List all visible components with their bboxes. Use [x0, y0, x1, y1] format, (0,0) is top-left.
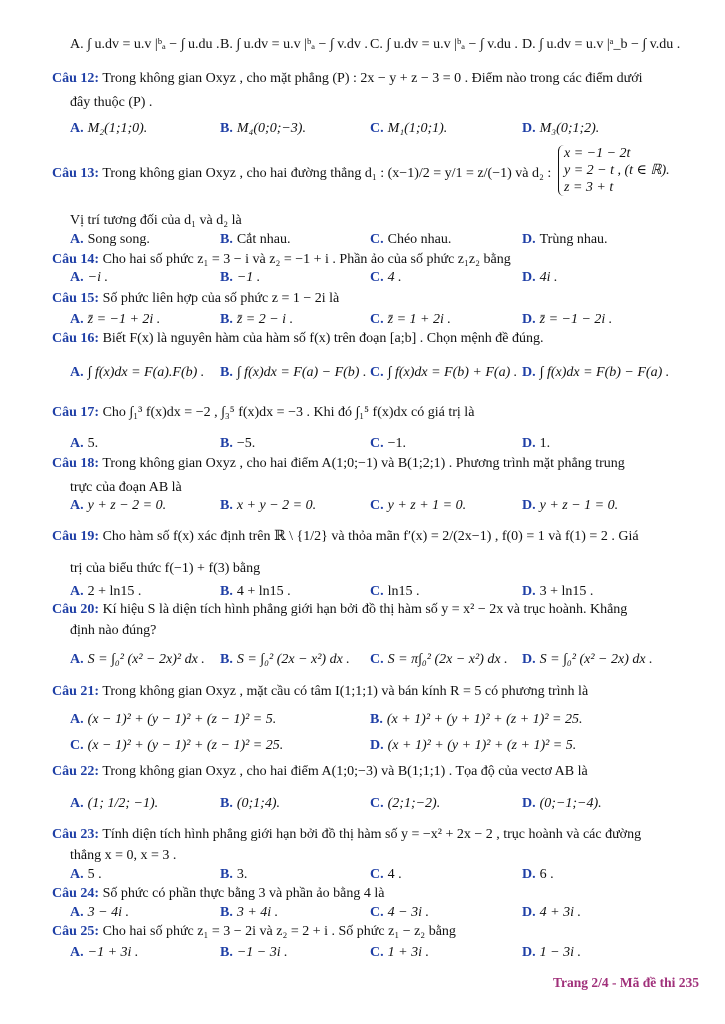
option-d	[522, 120, 599, 138]
option-label: D.	[522, 945, 536, 960]
question-12-cont: đây thuộc (P) .	[70, 95, 153, 110]
question-number: Câu 21:	[52, 684, 100, 699]
option-label: C.	[370, 652, 384, 667]
option-label: C.	[370, 121, 384, 136]
option-text: 1 + 3i .	[387, 945, 429, 960]
q12-options	[70, 120, 710, 138]
question-number: Câu 25:	[52, 924, 100, 939]
option-b	[220, 866, 247, 884]
option-label: A.	[70, 584, 84, 599]
option-text: (x − 1)² + (y − 1)² + (z − 1)² = 25.	[87, 738, 284, 753]
option-label: B.	[220, 867, 233, 882]
option-label: D.	[522, 905, 536, 920]
option-label: A.	[70, 867, 84, 882]
option-a: A. ∫ u.dv = u.v |ᵇₐ − ∫ u.du .	[70, 37, 220, 52]
option-d	[522, 583, 593, 601]
option-b: B. ∫ u.dv = u.v |ᵇₐ − ∫ v.dv .	[220, 37, 368, 52]
option-a	[70, 711, 276, 729]
option-label: C.	[370, 945, 384, 960]
option-c	[370, 231, 451, 249]
option-text: (x + 1)² + (y + 1)² + (z + 1)² = 5.	[387, 738, 577, 753]
q15-options	[70, 311, 710, 329]
option-d	[522, 311, 612, 329]
q18-options	[70, 497, 710, 515]
option-label: D.	[522, 652, 536, 667]
question-22	[52, 763, 702, 780]
option-d	[522, 231, 608, 249]
option-label: B.	[220, 905, 233, 920]
question-text: Trong không gian Oxyz , mặt cầu có tâm I(1;1;1) và bán kính R = 5 có phương trình là	[102, 684, 589, 699]
option-d	[522, 269, 558, 287]
q21-options-ab	[70, 711, 710, 729]
option-label: B.	[220, 312, 233, 327]
option-d	[522, 364, 669, 382]
question-number: Câu 16:	[52, 331, 100, 346]
question-text: Biết F(x) là nguyên hàm của hàm số f(x) trên đoạn [a;b] . Chọn mệnh đề đúng.	[102, 331, 544, 346]
question-18-cont: trực của đoạn AB là	[70, 480, 182, 495]
question-19-cont: trị của biểu thức f(−1) + f(3) bằng	[70, 561, 261, 576]
question-14	[52, 251, 702, 268]
option-text: Trùng nhau.	[539, 232, 608, 247]
option-label: D.	[522, 867, 536, 882]
option-label: D.	[522, 232, 536, 247]
option-a	[70, 583, 141, 601]
option-label: B.	[220, 232, 233, 247]
q20-options	[70, 651, 710, 669]
option-a	[70, 435, 98, 453]
option-text: M₄(0;0;−3).	[236, 121, 306, 136]
option-text: −5.	[236, 436, 256, 451]
option-label: A.	[70, 905, 84, 920]
option-text: z̄ = −1 − 2i .	[539, 312, 613, 327]
option-c: C. ∫ u.dv = u.v |ᵇₐ − ∫ v.du .	[370, 37, 518, 52]
option-text: (0;−1;−4).	[539, 796, 602, 811]
option-label: D.	[522, 498, 536, 513]
option-text: 1.	[539, 436, 551, 451]
option-label: C.	[70, 738, 84, 753]
option-a	[70, 944, 138, 962]
q21-options-cd	[70, 737, 710, 755]
option-c	[370, 435, 406, 453]
option-text: 6 .	[539, 867, 554, 882]
option-label: C.	[370, 584, 384, 599]
option-text: −i .	[87, 270, 108, 285]
option-c	[370, 269, 402, 287]
option-c	[70, 737, 283, 755]
option-b	[220, 944, 288, 962]
question-24	[52, 885, 702, 902]
option-a	[70, 497, 166, 515]
option-label: B.	[220, 945, 233, 960]
option-text: y + z − 2 = 0.	[87, 498, 167, 513]
question-23-cont: thẳng x = 0, x = 3 .	[70, 848, 177, 863]
system-line-1: x = −1 − 2t	[564, 146, 631, 161]
option-text: y + z − 1 = 0.	[539, 498, 619, 513]
option-label: D.	[522, 270, 536, 285]
option-d	[370, 737, 576, 755]
option-d: D. ∫ u.dv = u.v |ᵃ_b − ∫ v.du .	[522, 37, 681, 52]
q19-options	[70, 583, 710, 601]
option-text: 3 − 4i .	[87, 905, 129, 920]
q16-options	[70, 364, 710, 382]
option-c	[370, 904, 429, 922]
option-text: (1; 1/2; −1).	[87, 796, 159, 811]
option-c	[370, 497, 466, 515]
option-label: C.	[370, 867, 384, 882]
q13-options	[70, 231, 710, 249]
option-label: C.	[370, 436, 384, 451]
option-text: 5 .	[87, 867, 102, 882]
q11-options	[70, 36, 710, 54]
option-a	[70, 651, 205, 669]
option-b	[220, 364, 366, 382]
question-17	[52, 404, 702, 421]
option-text: (x − 1)² + (y − 1)² + (z − 1)² = 5.	[87, 712, 277, 727]
option-b	[220, 269, 260, 287]
option-text: z̄ = 1 + 2i .	[387, 312, 451, 327]
option-text: Cắt nhau.	[236, 232, 291, 247]
question-text: Trong không gian Oxyz , cho hai đường thẳng d₁ : (x−1)/2 = y/1 = z/(−1) và d₂ :	[102, 166, 552, 181]
option-b	[220, 651, 350, 669]
question-number: Câu 17:	[52, 405, 100, 420]
line-system	[558, 145, 670, 196]
option-label: B.	[220, 365, 233, 380]
question-number: Câu 13:	[52, 166, 100, 181]
question-number: Câu 24:	[52, 886, 100, 901]
option-text: 1 − 3i .	[539, 945, 581, 960]
option-text: z̄ = 2 − i .	[236, 312, 294, 327]
option-d	[522, 795, 602, 813]
option-text: −1 .	[236, 270, 261, 285]
option-label: A.	[70, 652, 84, 667]
option-text: 4 .	[387, 270, 402, 285]
option-label: C.	[370, 365, 384, 380]
option-c	[370, 795, 440, 813]
question-number: Câu 22:	[52, 764, 100, 779]
option-d	[522, 651, 653, 669]
option-c	[370, 120, 447, 138]
option-text: ∫ f(x)dx = F(a) − F(b) .	[236, 365, 367, 380]
option-text: Chéo nhau.	[387, 232, 452, 247]
option-text: 3 + ln15 .	[539, 584, 594, 599]
question-25	[52, 923, 702, 940]
question-20-cont: định nào đúng?	[70, 623, 157, 638]
question-20	[52, 601, 702, 618]
option-text: (0;1;4).	[236, 796, 280, 811]
option-label: A.	[70, 121, 84, 136]
question-text: Số phức có phần thực bằng 3 và phần ảo bằng 4 là	[102, 886, 385, 901]
option-label: D.	[522, 365, 536, 380]
question-text: Trong không gian Oxyz , cho hai điểm A(1;0;−3) và B(1;1;1) . Tọa độ của vectơ AB là	[102, 764, 588, 779]
question-text: Cho hàm số f(x) xác định trên ℝ \ {1/2} và thỏa mãn f′(x) = 2/(2x−1) , f(0) = 1 và f(1) = 2 . Giá	[102, 529, 639, 544]
option-label: A.	[70, 365, 84, 380]
option-text: −1.	[387, 436, 407, 451]
option-text: 4 + 3i .	[539, 905, 581, 920]
option-b	[220, 311, 293, 329]
question-number: Câu 12:	[52, 71, 100, 86]
option-text: 5.	[87, 436, 99, 451]
option-label: C.	[370, 905, 384, 920]
question-text: Tính diện tích hình phẳng giới hạn bởi đồ thị hàm số y = −x² + 2x − 2 , trục hoành và các đường	[102, 827, 642, 842]
option-label: A.	[70, 232, 84, 247]
option-text: ln15 .	[387, 584, 420, 599]
option-text: (x + 1)² + (y + 1)² + (z + 1)² = 25.	[386, 712, 583, 727]
option-label: D.	[522, 436, 536, 451]
option-b	[220, 435, 255, 453]
option-d	[522, 904, 581, 922]
option-text: M₃(0;1;2).	[539, 121, 600, 136]
option-text: S = π∫₀² (2x − x²) dx .	[387, 652, 508, 667]
option-d	[522, 497, 618, 515]
option-label: C.	[370, 498, 384, 513]
option-a	[70, 269, 108, 287]
question-text: Trong không gian Oxyz , cho hai điểm A(1;0;−1) và B(1;2;1) . Phương trình mặt phẳng trung	[102, 456, 625, 471]
question-19	[52, 528, 702, 545]
option-text: (2;1;−2).	[387, 796, 441, 811]
question-number: Câu 15:	[52, 291, 100, 306]
question-21	[52, 683, 702, 700]
question-number: Câu 14:	[52, 252, 100, 267]
option-c	[370, 311, 451, 329]
option-label: A.	[70, 270, 84, 285]
option-label: A.	[70, 796, 84, 811]
option-label: B.	[220, 498, 233, 513]
option-text: 4 + ln15 .	[236, 584, 291, 599]
option-text: 3.	[236, 867, 248, 882]
question-23	[52, 826, 702, 843]
option-text: M₂(1;1;0).	[87, 121, 148, 136]
option-label: B.	[220, 652, 233, 667]
system-line-2: y = 2 − t , (t ∈ ℝ).	[564, 163, 670, 178]
question-13-cont: Vị trí tương đối của d₁ và d₂ là	[70, 213, 242, 228]
option-text: y + z + 1 = 0.	[387, 498, 467, 513]
option-text: S = ∫₀² (x² − 2x) dx .	[539, 652, 653, 667]
option-label: C.	[370, 232, 384, 247]
option-label: B.	[220, 796, 233, 811]
question-text: Cho hai số phức z₁ = 3 − i và z₂ = −1 + i . Phần ảo của số phức z₁z₂ bằng	[102, 252, 511, 267]
option-c	[370, 364, 517, 382]
option-text: x + y − 2 = 0.	[236, 498, 317, 513]
option-b	[220, 497, 316, 515]
question-13	[52, 145, 702, 205]
option-c	[370, 583, 420, 601]
question-number: Câu 23:	[52, 827, 100, 842]
option-c	[370, 944, 429, 962]
q25-options	[70, 944, 710, 962]
option-label: C.	[370, 270, 384, 285]
option-text: −1 − 3i .	[236, 945, 288, 960]
option-a	[70, 231, 150, 249]
question-12	[52, 70, 702, 87]
option-label: B.	[220, 584, 233, 599]
option-b	[370, 711, 582, 729]
option-label: A.	[70, 436, 84, 451]
option-text: 3 + 4i .	[236, 905, 279, 920]
option-label: B.	[220, 121, 233, 136]
option-b	[220, 904, 278, 922]
option-label: B.	[370, 712, 383, 727]
option-d	[522, 944, 581, 962]
option-a	[70, 364, 204, 382]
option-b	[220, 583, 291, 601]
option-text: Song song.	[87, 232, 150, 247]
option-text: M₁(1;0;1).	[387, 121, 448, 136]
q17-options	[70, 435, 710, 453]
option-text: ∫ f(x)dx = F(b) + F(a) .	[387, 365, 518, 380]
option-b	[220, 795, 280, 813]
question-text: Cho ∫₁³ f(x)dx = −2 , ∫₃⁵ f(x)dx = −3 . Khi đó ∫₁⁵ f(x)dx có giá trị là	[102, 405, 475, 420]
option-label: D.	[522, 796, 536, 811]
option-label: B.	[220, 436, 233, 451]
option-text: ∫ f(x)dx = F(a).F(b) .	[87, 365, 205, 380]
question-text: Trong không gian Oxyz , cho mặt phẳng (P) : 2x − y + z − 3 = 0 . Điểm nào trong các điểm dưới	[102, 71, 643, 86]
option-text: −1 + 3i .	[87, 945, 139, 960]
page-footer: Trang 2/4 - Mã đề thi 235	[553, 975, 699, 990]
option-label: D.	[370, 738, 384, 753]
question-number: Câu 18:	[52, 456, 100, 471]
option-label: B.	[220, 270, 233, 285]
question-number: Câu 20:	[52, 602, 100, 617]
option-a	[70, 904, 129, 922]
option-text: ∫ f(x)dx = F(b) − F(a) .	[539, 365, 670, 380]
option-text: 4 .	[387, 867, 402, 882]
option-label: C.	[370, 796, 384, 811]
option-a	[70, 795, 158, 813]
q23-options	[70, 866, 710, 884]
option-label: A.	[70, 498, 84, 513]
option-text: S = ∫₀² (2x − x²) dx .	[236, 652, 350, 667]
question-number: Câu 19:	[52, 529, 100, 544]
option-text: 4i .	[539, 270, 558, 285]
question-15	[52, 290, 702, 307]
option-d	[522, 866, 554, 884]
option-c	[370, 866, 402, 884]
option-d	[522, 435, 550, 453]
option-text: 4 − 3i .	[387, 905, 429, 920]
option-label: A.	[70, 945, 84, 960]
option-label: A.	[70, 312, 84, 327]
option-label: A.	[70, 712, 84, 727]
question-text: Cho hai số phức z₁ = 3 − 2i và z₂ = 2 + i . Số phức z₁ − z₂ bằng	[102, 924, 456, 939]
system-line-3: z = 3 + t	[564, 180, 614, 195]
option-b	[220, 231, 291, 249]
q24-options	[70, 904, 710, 922]
option-a	[70, 120, 147, 138]
option-c	[370, 651, 508, 669]
q22-options	[70, 795, 710, 813]
option-label: D.	[522, 584, 536, 599]
q14-options	[70, 269, 710, 287]
question-text: Kí hiệu S là diện tích hình phẳng giới hạn bởi đồ thị hàm số y = x² − 2x và trục hoành. Khẳng	[102, 602, 628, 617]
question-16	[52, 330, 702, 347]
option-text: S = ∫₀² (x² − 2x)² dx .	[87, 652, 205, 667]
option-label: D.	[522, 121, 536, 136]
option-b	[220, 120, 306, 138]
option-text: z̄ = −1 + 2i .	[87, 312, 161, 327]
option-a	[70, 311, 160, 329]
question-18	[52, 455, 702, 472]
option-label: D.	[522, 312, 536, 327]
question-text: Số phức liên hợp của số phức z = 1 − 2i là	[102, 291, 340, 306]
option-a	[70, 866, 102, 884]
option-label: C.	[370, 312, 384, 327]
option-text: 2 + ln15 .	[87, 584, 142, 599]
